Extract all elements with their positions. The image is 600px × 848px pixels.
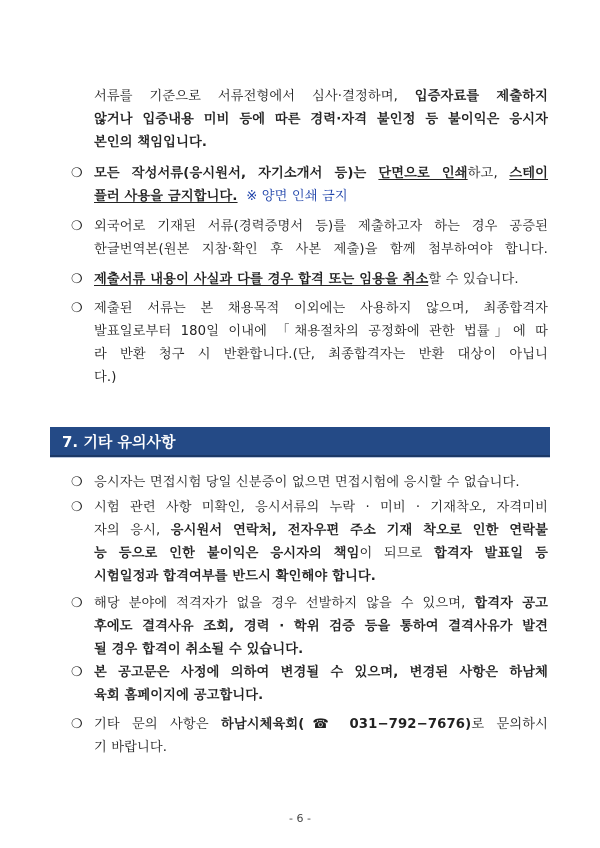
bullet-line: 후에도 결격사유 조회, 경력 · 학위 검증 등을 통하여 결격사유가 발견: [94, 619, 548, 634]
bullet-circle-icon: ❍: [71, 500, 83, 515]
bullet-line: 시험일정과 합격여부를 반드시 확인해야 합니다.: [94, 569, 376, 584]
bullet-line: 외국어로 기재된 서류(경력증명서 등)를 제출하고자 하는 경우 공증된: [94, 219, 548, 234]
bullet-circle-icon: ❍: [71, 219, 83, 234]
bullet-circle-icon: ❍: [71, 475, 83, 490]
bullet-line: 자의 응시, 응시원서 연락처, 전자우편 주소 기재 착오로 인한 연락불: [94, 523, 548, 538]
bullet-line: 기 바랍니다.: [94, 740, 168, 755]
bullet-circle-icon: ❍: [71, 596, 83, 611]
bullet-circle-icon: ❍: [71, 665, 83, 680]
bullet-circle-icon: ❍: [71, 272, 83, 287]
bullet-line: [94, 188, 348, 206]
bullet-line: 본 공고문은 사정에 의하여 변경될 수 있으며, 변경된 사항은 하남체: [94, 665, 548, 680]
note-text: ※ 양면 인쇄 금지: [246, 189, 348, 204]
section-header: [50, 427, 550, 457]
underlined-text: 플러 사용을 금지합니다.: [94, 189, 238, 204]
underlined-text: 제출서류 내용이 사실과 다를 경우 합격 또는 임용을 취소: [94, 272, 429, 287]
paragraph-line: 서류를 기준으로 서류전형에서 심사·결정하며, 입증자료를 제출하지: [94, 89, 548, 104]
underlined-text: 단면으로 인쇄: [378, 166, 468, 181]
bullet-line: 응시자는 면접시험 당일 신분증이 없으면 면접시험에 응시할 수 없습니다.: [94, 475, 520, 490]
bullet-line: 해당 분야에 적격자가 없을 경우 선발하지 않을 수 있으며, 합격자 공고: [94, 596, 548, 611]
bullet-line: 될 경우 합격이 취소될 수 있습니다.: [94, 642, 304, 657]
bullet-line: 육회 홈페이지에 공고합니다.: [94, 688, 264, 703]
contact-phone: 하남시체육회(☎ 031−792−7676): [220, 717, 472, 732]
bullet-line: 라 반환 청구 시 반환합니다.(단, 최종합격자는 반환 대상이 아닙니: [94, 347, 548, 362]
bullet-line: 발표일로부터 180일 이내에 「채용절차의 공정화에 관한 법률」에 따: [94, 324, 548, 339]
bold-text: 입증자료를 제출하지: [414, 89, 548, 104]
bullet-line: 한글번역본(원본 지참·확인 후 사본 제출)을 함께 첨부하여야 합니다.: [94, 242, 548, 257]
bullet-line: 능 등으로 인한 불이익은 응시자의 책임이 되므로 합격자 발표일 등: [94, 546, 548, 561]
underlined-text: 스테이: [509, 166, 549, 181]
paragraph-line: 않거나 입증내용 미비 등에 따른 경력·자격 불인정 등 불이익은 응시자: [94, 112, 548, 127]
section-divider: [50, 457, 550, 458]
bullet-line: 제출된 서류는 본 채용목적 이외에는 사용하지 않으며, 최종합격자: [94, 301, 548, 316]
bullet-line: 다.): [94, 370, 117, 385]
bullet-line: 시험 관련 사항 미확인, 응시서류의 누락 · 미비 · 기재착오, 자격미비: [94, 500, 548, 515]
bullet-line: 제출서류 내용이 사실과 다를 경우 합격 또는 임용을 취소할 수 있습니다.: [94, 272, 519, 287]
section-title: 7. 기타 유의사항: [62, 433, 176, 451]
bullet-circle-icon: ❍: [71, 301, 83, 316]
page-number: - 6 -: [289, 812, 311, 825]
bullet-circle-icon: ❍: [71, 166, 83, 181]
paragraph-line: 본인의 책임입니다.: [94, 135, 208, 150]
bullet-line: 모든 작성서류(응시원서, 자기소개서 등)는 단면으로 인쇄하고, 스테이: [94, 166, 549, 181]
bullet-circle-icon: ❍: [71, 717, 83, 732]
bullet-line: 기타 문의 사항은 하남시체육회(☎ 031−792−7676)로 문의하시: [94, 717, 548, 732]
